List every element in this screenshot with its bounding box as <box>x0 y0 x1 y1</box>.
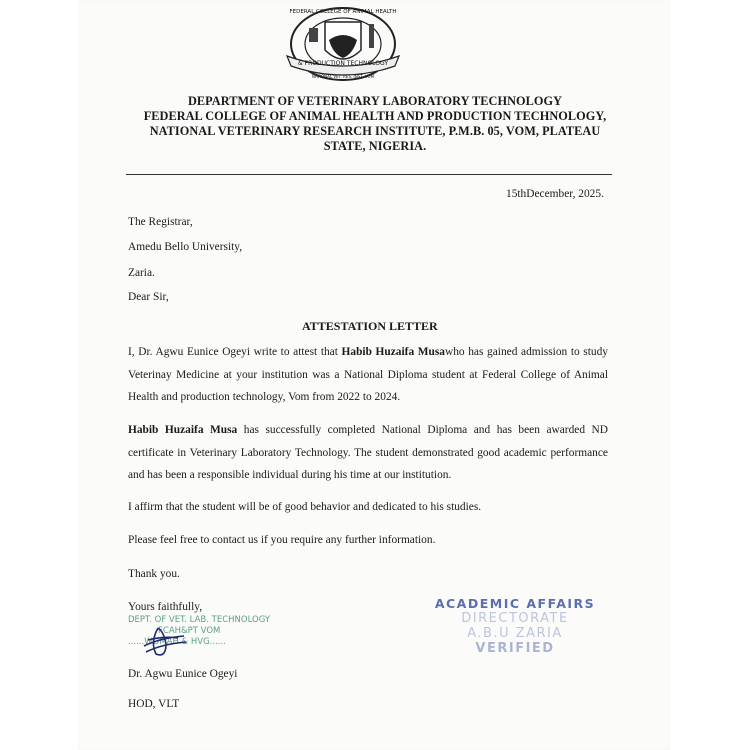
academic-stamp-line-4: VERIFIED <box>475 641 555 656</box>
p1-intro-text: I, Dr. Agwu Eunice Ogeyi write to attest that <box>128 346 342 358</box>
body-paragraph-2 <box>128 419 608 487</box>
valediction: Yours faithfully, <box>128 601 203 613</box>
svg-text:NATIONAL VET. RES. INST. VOM: NATIONAL VET. RES. INST. VOM <box>311 74 375 79</box>
signatory-title: HOD, VLT <box>128 698 180 710</box>
header-divider <box>126 174 612 175</box>
closing-thanks: Thank you. <box>128 568 180 580</box>
letter-title: ATTESTATION LETTER <box>302 319 438 333</box>
recipient-line-2: Amedu Bello University, <box>128 241 243 253</box>
p2-rest-text: has successfully completed National Diploma and has been awarded ND certificate in Veterinary Laboratory Technology. The student demonstrated good academic performance and has been a responsible individual during his time at our institution. <box>128 424 608 481</box>
salutation: Dear Sir, <box>128 291 169 303</box>
department-stamp-line-3: ......WOMAH & HVG...... <box>128 637 226 647</box>
academic-stamp-line-1: ACADEMIC AFFAIRS <box>434 596 596 611</box>
academic-stamp-line-2: DIRECTORATE <box>461 611 569 626</box>
svg-text:FEDERAL COLLEGE OF ANIMAL HEAL: FEDERAL COLLEGE OF ANIMAL HEALTH <box>289 9 397 15</box>
recipient-line-3: Zaria. <box>128 267 155 279</box>
letterhead-college: FEDERAL COLLEGE OF ANIMAL HEALTH AND PRODUCTION TECHNOLOGY, <box>143 109 607 123</box>
academic-affairs-stamp <box>425 596 605 666</box>
department-stamp-line-1: DEPT. OF VET. LAB. TECHNOLOGY <box>128 615 271 625</box>
letter-date: 15thDecember, 2025. <box>506 188 604 200</box>
p1-rest-text: who has gained admission to study Veterinay Medicine at your institution was a National Diploma student at Federal College of Animal Health and production technology, Vom from 2022 to 2024. <box>128 346 608 403</box>
body-paragraph-3: I affirm that the student will be of good behavior and dedicated to his studies. <box>128 501 482 513</box>
letterhead-department: DEPARTMENT OF VETERINARY LABORATORY TECHNOLOGY <box>187 94 563 108</box>
svg-text:& PRODUCTION TECHNOLOGY: & PRODUCTION TECHNOLOGY <box>297 60 389 67</box>
signatory-name: Dr. Agwu Eunice Ogeyi <box>128 668 238 680</box>
academic-stamp-line-3: A.B.U ZARIA <box>467 626 563 641</box>
body-paragraph-4: Please feel free to contact us if you require any further information. <box>128 534 436 546</box>
student-name: Habib Huzaifa Musa <box>128 424 238 436</box>
signature-icon <box>140 624 190 660</box>
letterhead-state: STATE, NIGERIA. <box>323 139 427 153</box>
letterhead <box>120 94 630 154</box>
recipient-line-1: The Registrar, <box>128 216 193 228</box>
letterhead-address: NATIONAL VETERINARY RESEARCH INSTITUTE, P.M.B. 05, VOM, PLATEAU <box>149 124 601 138</box>
student-name: Habib Huzaifa Musa <box>341 346 445 358</box>
college-crest-icon <box>283 4 403 84</box>
body-paragraph-1 <box>128 341 608 409</box>
department-stamp-line-2: FCAH&PT VOM <box>158 626 221 636</box>
